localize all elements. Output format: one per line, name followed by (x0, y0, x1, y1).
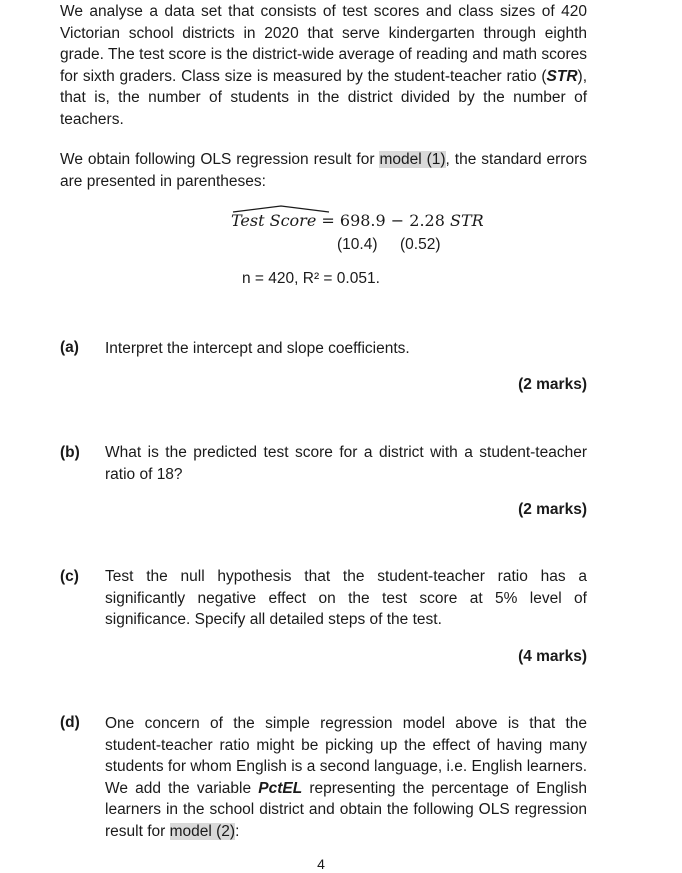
question-b-label: (b) (60, 444, 80, 461)
question-d-text-1: One concern of the simple regression model above is that the student-teacher ratio might be picking up the effect of having many students for whom English is a second language, i.e. English learners. We add the variable (105, 715, 587, 797)
model-2-reference: model (2) (169, 822, 236, 840)
model-1-reference: model (1) (379, 151, 446, 168)
question-b-text: What is the predicted test score for a district with a student-teacher ratio of 18? (105, 444, 587, 483)
question-c-label: (c) (60, 568, 79, 585)
intro-text-2: ), that is, the number of students in the district divided by the number of teachers. (60, 67, 587, 128)
question-d-label: (d) (60, 714, 80, 731)
test-score-label: Test Score (231, 211, 317, 230)
hat-icon (231, 205, 331, 213)
ols-intro-text-2: , the standard errors are presented in parentheses: (60, 151, 587, 190)
question-d-text-3: : (235, 822, 240, 840)
question-b-marks: (2 marks) (518, 501, 587, 518)
regressor-label: STR (449, 211, 484, 230)
regression-stats: n = 420, R² = 0.051. (242, 270, 380, 287)
question-a-marks: (2 marks) (518, 376, 587, 393)
question-a-label: (a) (60, 339, 79, 356)
intro-paragraph (60, 1, 587, 130)
question-a-text: Interpret the intercept and slope coefficients. (105, 340, 410, 357)
equation-rhs: = 698.9 − 2.28 (321, 211, 450, 230)
se-intercept: (10.4) (337, 236, 378, 253)
str-abbreviation: STR (546, 67, 578, 85)
dependent-variable (231, 211, 316, 230)
question-c-marks: (4 marks) (518, 648, 587, 665)
ols-intro-text-1: We obtain following OLS regression result for (60, 151, 380, 168)
se-slope: (0.52) (400, 236, 441, 253)
regression-equation (231, 211, 484, 230)
page-number: 4 (317, 856, 325, 872)
intro-text-1: We analyse a data set that consists of test scores and class sizes of 420 Victorian school districts in 2020 that serve kindergarten through eighth grade. The test score is the district-wide average of reading and math scores for sixth graders. Class size is measured by the student-teacher ratio ( (60, 3, 587, 85)
ols-intro-paragraph (60, 149, 587, 192)
question-d-text-2: representing the percentage of English learners in the school district and obtain the following OLS regression result for (105, 779, 587, 840)
pctel-variable: PctEL (258, 779, 303, 797)
question-d-text (105, 713, 587, 842)
question-c-text: Test the null hypothesis that the student-teacher ratio has a significantly negative effect on the test score at 5% level of significance. Specify all detailed steps of the test. (105, 568, 587, 628)
